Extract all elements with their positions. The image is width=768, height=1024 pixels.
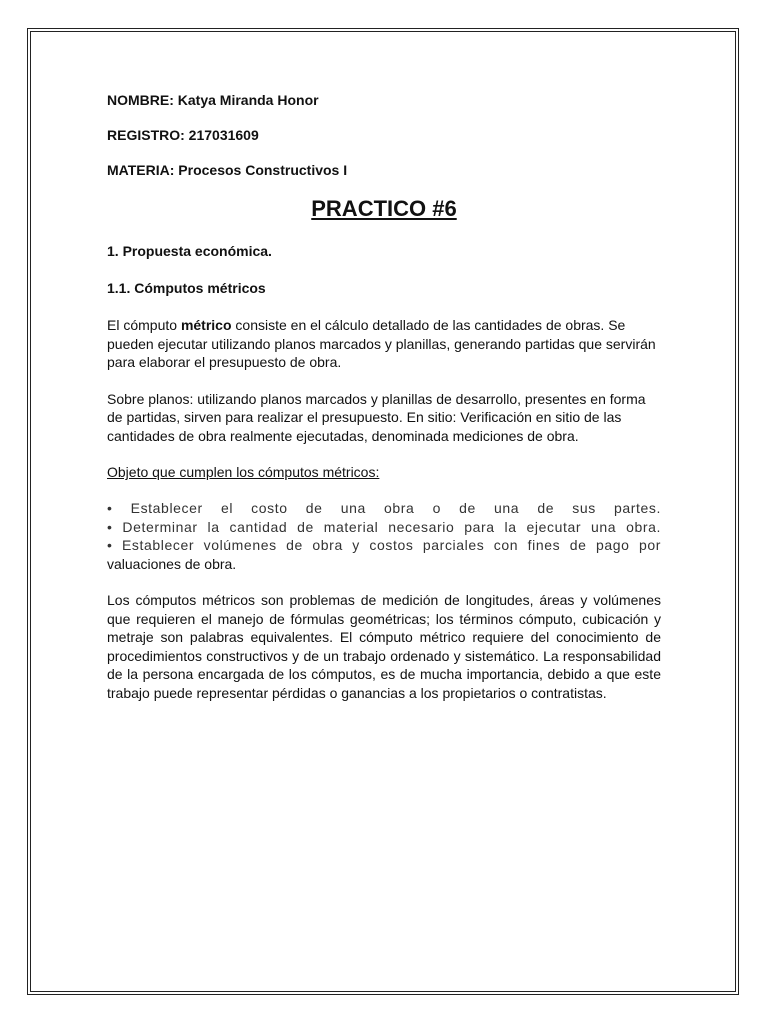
bullet-item: • Determinar la cantidad de material necesario para la ejecutar una obra. — [107, 518, 661, 535]
paragraph-definition-rest: consiste en el cálculo detallado de las cantidades de obras. Se pueden ejecutar utilizando planos marcados y planillas, generando partidas que servirán para elaborar el presupuesto de obra. — [107, 317, 656, 370]
document-title: PRACTICO #6 — [311, 196, 457, 221]
paragraph-definition-bold: métrico — [180, 317, 232, 333]
student-name: NOMBRE: Katya Miranda Honor — [107, 92, 319, 108]
section-heading-1: 1. Propuesta económica. — [107, 243, 272, 259]
document-body — [107, 91, 661, 720]
student-registro: REGISTRO: 217031609 — [107, 127, 259, 143]
bullet-item: • Establecer el costo de una obra o de una de sus partes. — [107, 500, 661, 516]
objetivos-heading: Objeto que cumplen los cómputos métricos: — [107, 464, 380, 480]
bullet-item-continuation: valuaciones de obra. — [107, 555, 237, 572]
paragraph-explanation: Los cómputos métricos son problemas de medición de longitudes, áreas y volúmenes que requieren el manejo de fórmulas geométricas; los términos cómputo, cubicación y metraje son palabras equivalentes. El cómputo métrico requiere del conocimiento de procedimientos constructivos y de un trabajo ordenado y sistemático. La responsabilidad de la persona encargada de los cómputos, es de mucha importancia, debido a que este trabajo puede representar pérdidas o ganancias a los propietarios o contratistas. — [107, 592, 661, 701]
paragraph-planos: Sobre planos: utilizando planos marcados y planillas de desarrollo, presentes en forma de partidas, sirven para realizar el presupuesto. En sitio: Verificación en sitio de las cantidades de obra realmente ejecutadas, denominada mediciones de obra. — [107, 390, 646, 444]
paragraph-definition — [107, 316, 661, 372]
subject-materia: MATERIA: Procesos Constructivos I — [107, 162, 348, 178]
bullet-item: • Establecer volúmenes de obra y costos parciales con fines de pago por — [107, 537, 661, 553]
paragraph-definition-start: El cómputo — [107, 317, 181, 333]
section-heading-1-1: 1.1. Cómputos métricos — [107, 280, 266, 296]
